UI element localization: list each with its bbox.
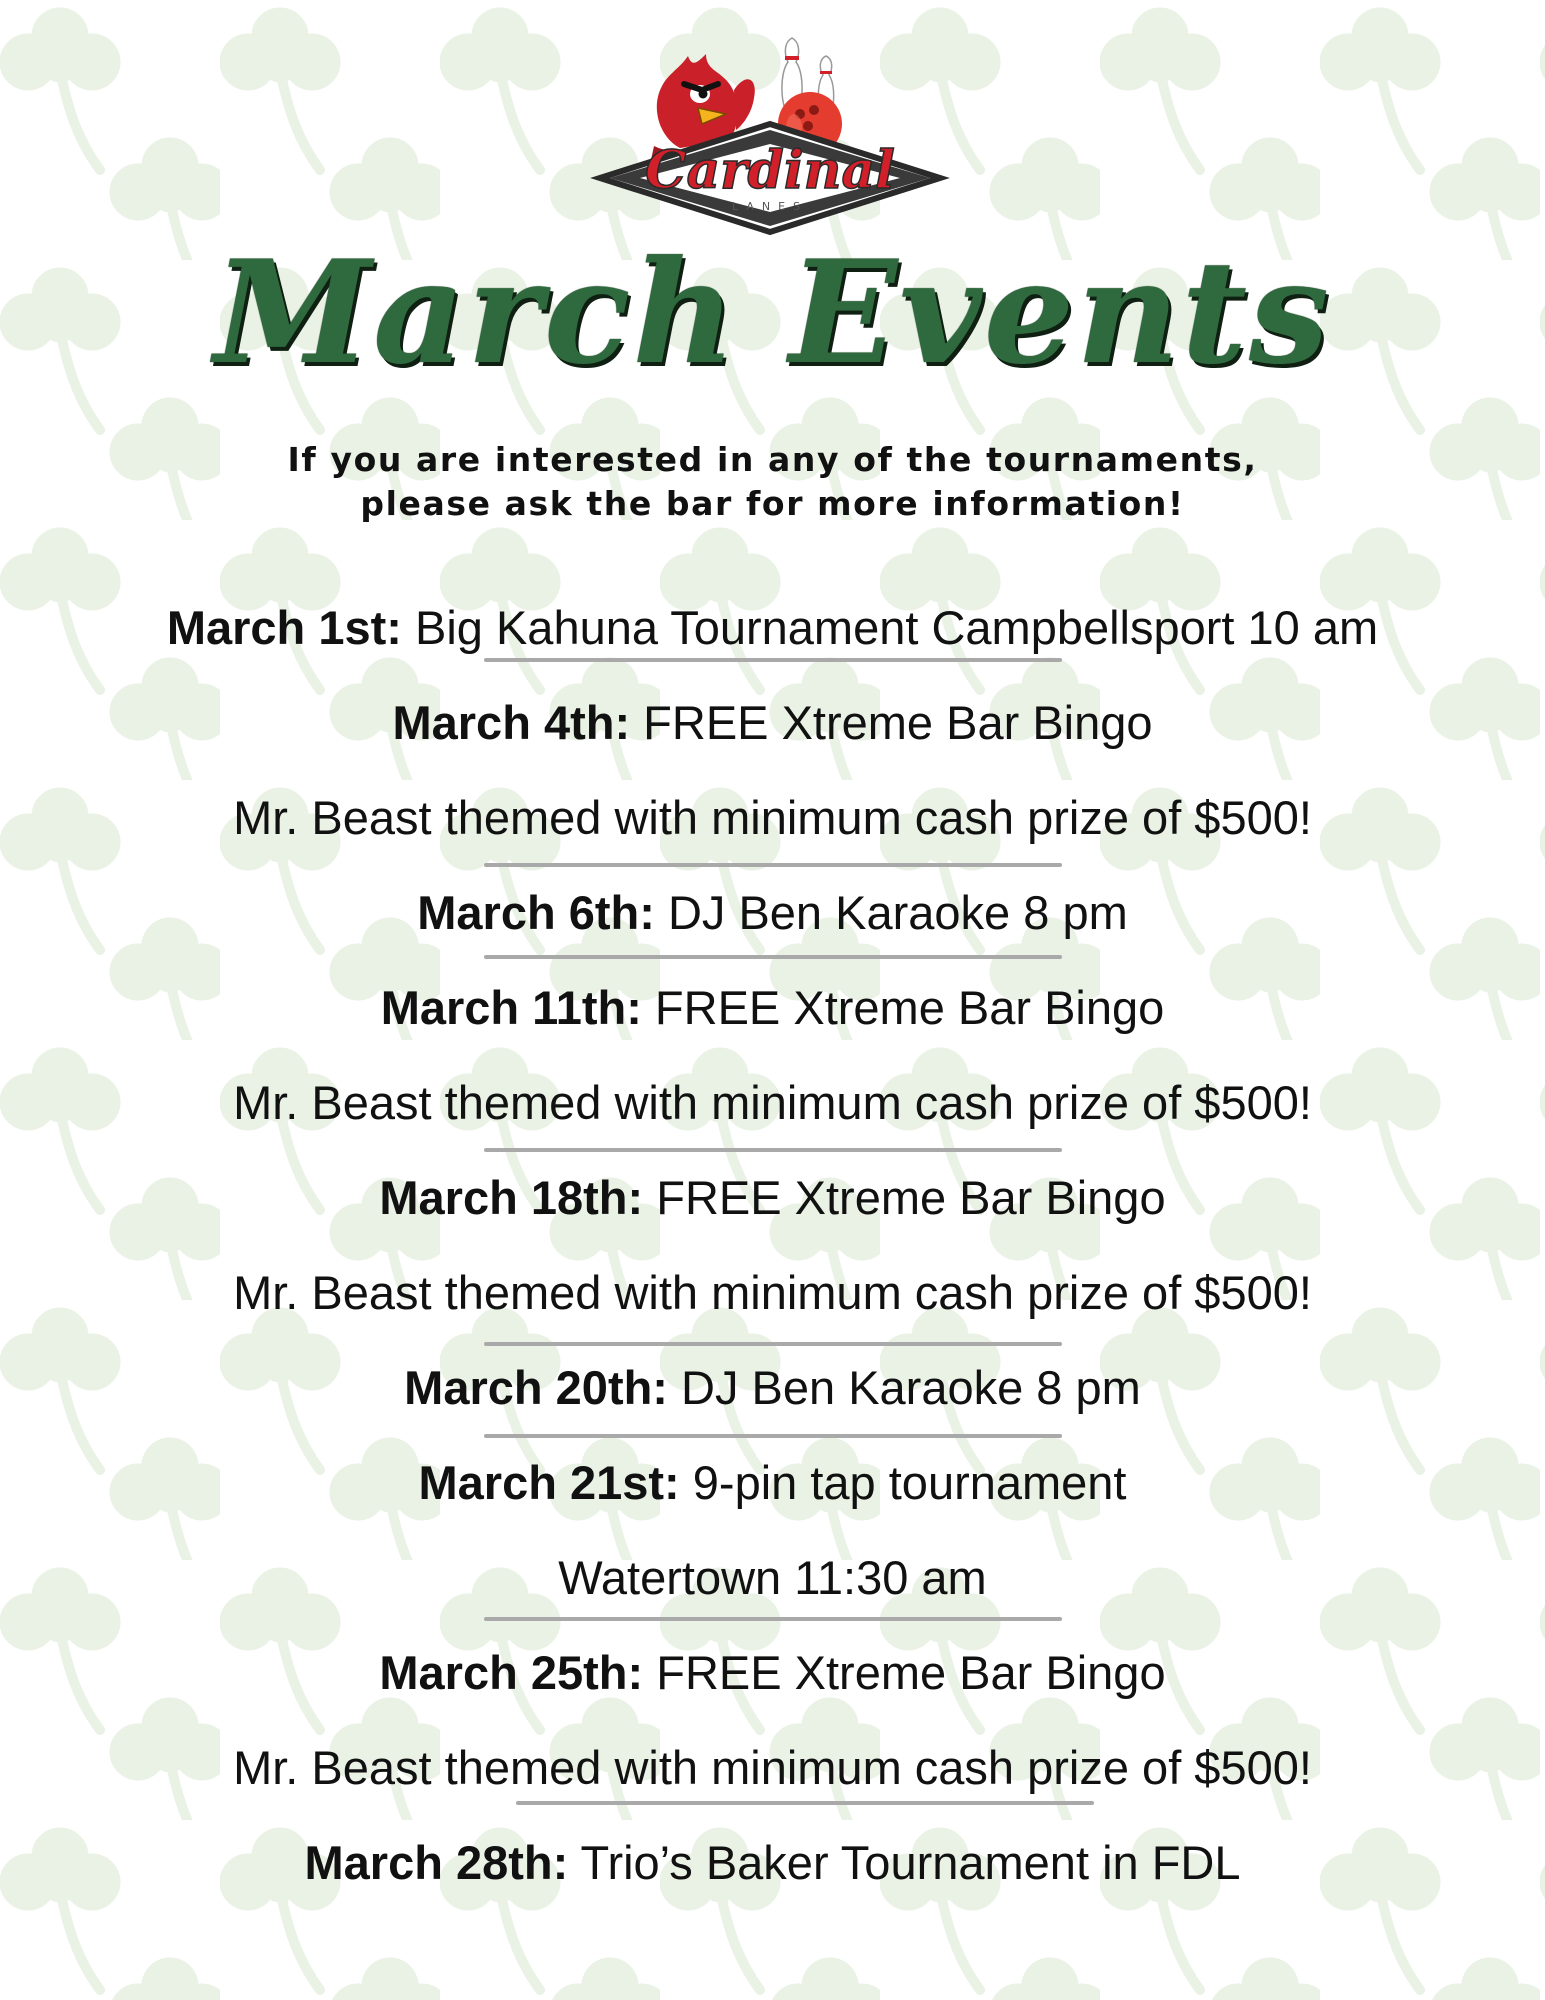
event-date: March 21st: bbox=[418, 1456, 680, 1509]
logo-wordmark: Cardinal bbox=[645, 140, 895, 201]
event-line bbox=[0, 960, 1545, 1055]
event-text: Big Kahuna Tournament Campbellsport 10 am bbox=[401, 601, 1379, 654]
event-line bbox=[0, 675, 1545, 770]
event-text: Mr. Beast themed with minimum cash prize of $500! bbox=[233, 791, 1312, 844]
cardinal-lanes-logo bbox=[570, 28, 970, 238]
divider bbox=[484, 863, 1062, 867]
event-text: FREE Xtreme Bar Bingo bbox=[641, 981, 1165, 1034]
intro-line-2: please ask the bar for more information! bbox=[360, 484, 1185, 523]
event-date: March 18th: bbox=[379, 1171, 644, 1224]
event-line bbox=[0, 1055, 1545, 1150]
event-date: March 6th: bbox=[417, 886, 655, 939]
event-text: Trio’s Baker Tournament in FDL bbox=[568, 1836, 1241, 1889]
event-text: FREE Xtreme Bar Bingo bbox=[643, 1646, 1166, 1699]
event-date: March 4th: bbox=[392, 696, 631, 749]
divider bbox=[484, 1148, 1062, 1152]
event-date: March 11th: bbox=[380, 981, 642, 1034]
event-date: March 28th: bbox=[304, 1836, 569, 1889]
event-date: March 25th: bbox=[379, 1646, 644, 1699]
event-line bbox=[0, 770, 1545, 865]
intro-text bbox=[0, 438, 1545, 526]
event-date: March 1st: bbox=[166, 601, 402, 654]
event-line bbox=[0, 1815, 1545, 1910]
event-text: FREE Xtreme Bar Bingo bbox=[630, 696, 1153, 749]
event-text: Mr. Beast themed with minimum cash prize of $500! bbox=[233, 1741, 1312, 1794]
event-line bbox=[0, 1340, 1545, 1435]
event-line bbox=[0, 1435, 1545, 1530]
event-date: March 20th: bbox=[404, 1361, 668, 1414]
divider bbox=[484, 1342, 1062, 1346]
event-text: FREE Xtreme Bar Bingo bbox=[643, 1171, 1166, 1224]
event-line bbox=[0, 1530, 1545, 1625]
divider bbox=[484, 1434, 1062, 1438]
divider bbox=[516, 1801, 1094, 1805]
divider bbox=[484, 1617, 1062, 1621]
divider bbox=[484, 955, 1062, 959]
event-line bbox=[0, 865, 1545, 960]
intro-line-1: If you are interested in any of the tournaments, bbox=[287, 440, 1258, 479]
event-text: 9-pin tap tournament bbox=[679, 1456, 1127, 1509]
event-text: Mr. Beast themed with minimum cash prize of $500! bbox=[233, 1076, 1312, 1129]
event-text: DJ Ben Karaoke 8 pm bbox=[667, 1361, 1141, 1414]
page-title: March Events bbox=[213, 230, 1331, 396]
logo-subtext: LANES bbox=[731, 200, 809, 213]
event-line bbox=[0, 1625, 1545, 1720]
divider bbox=[484, 658, 1062, 662]
event-text: Watertown 11:30 am bbox=[558, 1551, 987, 1604]
event-line bbox=[0, 1150, 1545, 1245]
event-text: Mr. Beast themed with minimum cash prize of $500! bbox=[233, 1266, 1312, 1319]
event-text: DJ Ben Karaoke 8 pm bbox=[654, 886, 1128, 939]
events-list bbox=[0, 580, 1545, 1910]
event-line bbox=[0, 1245, 1545, 1340]
